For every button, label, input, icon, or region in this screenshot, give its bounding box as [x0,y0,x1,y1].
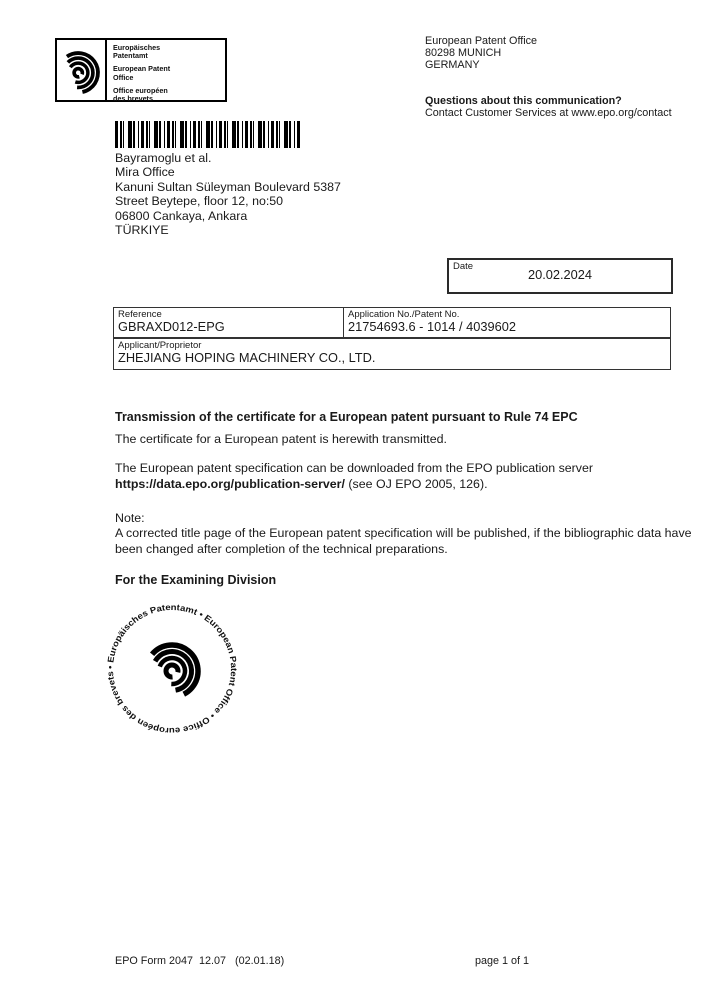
sender-line: European Patent Office [425,35,538,47]
questions-title: Questions about this communication? [425,95,622,107]
recipient-line: Bayramoglu et al. [115,151,212,165]
letter-title: Transmission of the certificate for a European patent pursuant to Rule 74 EPC [115,410,578,424]
logo-name-fr: Office européen des brevets [113,85,168,104]
epo-logo-names [107,40,225,104]
stamp-ring-text: • Europäisches Patentamt • European Patent Office • Office européen des brevets [104,601,240,737]
page-number: page 1 of 1 [475,955,530,967]
oj-reference: (see OJ EPO 2005, 126). [344,476,488,491]
sender-line: 80298 MUNICH [425,46,502,59]
paragraph-download [115,461,693,493]
logo-name-en: European Patent Office [113,64,171,82]
recipient-address [115,151,341,237]
applicant-label: Applicant/Proprietor [118,340,202,351]
recipient-line: Kanuni Sultan Süleyman Boulevard 5387 [115,179,341,194]
questions-contact: Contact Customer Services at www.epo.org/contact [425,107,672,119]
reference-label: Reference [118,309,162,320]
epo-circular-stamp [100,597,245,742]
table-row [114,308,670,339]
epo-swirl-icon [59,43,103,97]
application-value: 21754693.6 - 1014 / 4039602 [348,319,516,334]
date-label: Date [453,261,474,272]
reference-cell [114,308,344,337]
questions-block [425,95,672,119]
sender-line: GERMANY [425,58,480,71]
recipient-line: Mira Office [115,165,175,180]
stamp-swirl-icon [128,627,217,716]
date-box [447,258,673,294]
examining-division-signoff: For the Examining Division [115,573,277,587]
svg-text:• Europäisches Patentamt • Eur [105,602,239,736]
note-label: Note: [115,511,145,525]
note-block [115,511,693,557]
form-identifier: EPO Form 2047 12.07 (02.01.18) [115,955,285,967]
applicant-value: ZHEJIANG HOPING MACHINERY CO., LTD. [118,350,376,365]
table-row [114,339,670,369]
application-cell [344,308,670,337]
paragraph-transmitted: The certificate for a European patent is herewith transmitted. [115,432,447,446]
recipient-line: Street Beytepe, floor 12, no:50 [115,194,284,209]
reference-table [113,307,671,370]
date-value: 20.02.2024 [527,267,593,282]
download-text: The European patent specification can be downloaded from the EPO publication server [115,461,594,475]
publication-server-url: https://data.epo.org/publication-server/ [115,476,345,491]
recipient-line: TÜRKIYE [115,223,169,238]
note-text: A corrected title page of the European patent specification will be published, if the bibliographic data have been changed after completion of the technical preparations. [115,526,692,556]
reference-value: GBRAXD012-EPG [118,319,225,334]
epo-logo-box [55,38,227,102]
epo-logo-icon [57,40,107,100]
recipient-line: 06800 Cankaya, Ankara [115,208,248,223]
sender-address [425,36,537,71]
application-label: Application No./Patent No. [348,309,460,320]
logo-name-de: Europäisches Patentamt [113,43,161,61]
barcode [115,121,301,148]
